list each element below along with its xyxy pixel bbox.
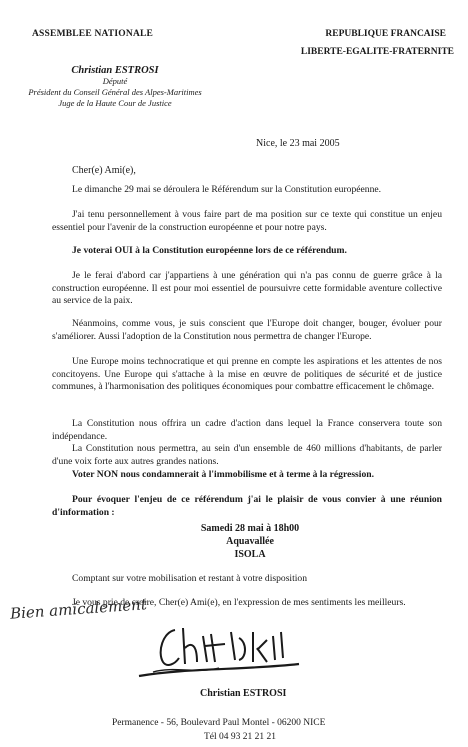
- paragraph-12-closing: Je vous prie de croire, Cher(e) Ami(e), en l'expression de mes sentiments les meilleurs.: [72, 597, 406, 608]
- handwritten-note: Bien amicalement: [9, 595, 148, 623]
- republic-motto: LIBERTE-EGALITE-FRATERNITE: [300, 47, 454, 57]
- salutation: Cher(e) Ami(e),: [72, 165, 136, 176]
- author-name: Christian ESTROSI: [71, 65, 159, 76]
- event-block: [100, 522, 400, 561]
- paragraph-2: J'ai tenu personnellement à vous faire part de ma position sur ce texte qui constitue un enjeu essentiel pour l'avenir de la construction européenne et pour notre pays.: [52, 209, 442, 233]
- letter-date: Nice, le 23 mai 2005: [256, 138, 340, 149]
- paragraph-11: Comptant sur votre mobilisation et restant à votre disposition: [72, 573, 308, 584]
- event-date: Samedi 28 mai à 18h00: [200, 523, 300, 534]
- republic-title: REPUBLIQUE FRANCAISE: [325, 29, 446, 39]
- assembly-title: ASSEMBLEE NATIONALE: [32, 29, 154, 39]
- author-role-judge: Juge de la Haute Cour de Justice: [58, 98, 172, 108]
- event-place: Aquavallée: [226, 536, 274, 547]
- author-role-president: Président du Conseil Général des Alpes-Maritimes: [28, 87, 202, 97]
- paragraph-8: La Constitution nous permettra, au sein d'un ensemble de 460 millions d'habitants, de parler d'une voix forte aux autres grandes nations.: [52, 443, 442, 467]
- author-role-deputy: Député: [102, 76, 128, 86]
- paragraph-6: Une Europe moins technocratique et qui prenne en compte les aspirations et les attentes de nos concitoyens. Une Europe qui s'attache à la mise en œuvre de politiques de sécurité et de justice communes, à l'harmonisation des politiques économiques pour combattre efficacement le chômage.: [52, 356, 442, 392]
- footer-phone: Tél 04 93 21 21 21: [204, 732, 277, 742]
- paragraph-10-invitation: Pour évoquer l'enjeu de ce référendum j'ai le plaisir de vous convier à une réunion d'information :: [52, 494, 442, 518]
- event-town: ISOLA: [234, 549, 266, 560]
- signature-icon: [135, 618, 305, 682]
- paragraph-1: Le dimanche 29 mai se déroulera le Référendum sur la Constitution européenne.: [72, 184, 382, 195]
- paragraph-5: Néanmoins, comme vous, je suis conscient que l'Europe doit changer, bouger, évoluer pour s'améliorer. Aussi l'adoption de la Constitution nous permettra de changer l'Europe.: [52, 318, 442, 342]
- footer-address: Permanence - 56, Boulevard Paul Montel - 06200 NICE: [112, 718, 326, 728]
- author-block: [10, 65, 220, 109]
- paragraph-4: Je le ferai d'abord car j'appartiens à une génération qui n'a pas connu de guerre grâce à la construction européenne. Il est pour moi essentiel de poursuivre cette formidable aventure collective au service de la paix.: [52, 270, 442, 306]
- paragraph-3-vote-oui: Je voterai OUI à la Constitution européenne lors de ce référendum.: [72, 245, 347, 256]
- signer-name: Christian ESTROSI: [200, 688, 287, 699]
- paragraph-9-vote-non: Voter NON nous condamnerait à l'immobilisme et à terme à la régression.: [72, 469, 374, 480]
- paragraph-7: La Constitution nous offrira un cadre d'action dans lequel la France conservera toute son indépendance.: [52, 418, 442, 442]
